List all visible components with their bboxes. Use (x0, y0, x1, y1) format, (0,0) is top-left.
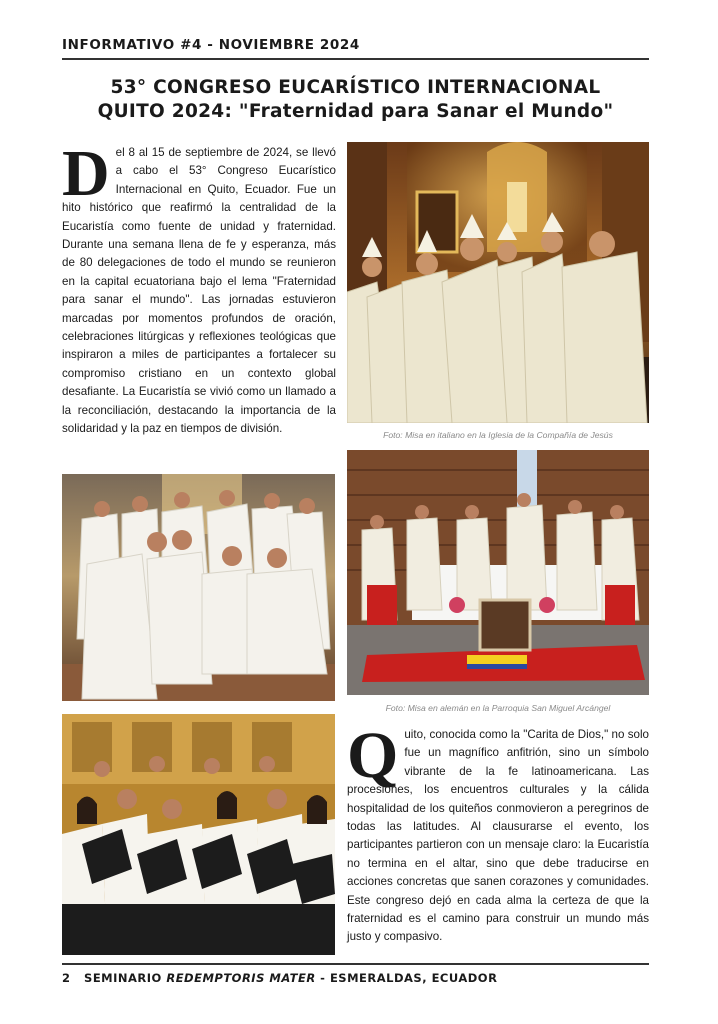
photo-bishops-mass (347, 142, 649, 423)
closing-dropcap: Q (347, 719, 399, 792)
footer-pre: SEMINARIO (84, 971, 167, 985)
page-number: 2 (62, 971, 71, 985)
caption-photo-1: Foto: Misa en italiano en la Iglesia de la Compañía de Jesús (383, 430, 613, 440)
closing-text: uito, conocida como la "Carita de Dios," no solo fue un magnífico anfitrión, sino un símbolo vibrante de la fe latinoamericana. Las procesiones, los encuentros culturales y la cálida hospitalidad de los quiteños conmovieron a peregrinos de todas las latitudes. Al clausurarse el evento, los participantes partieron con un mensaje claro: la Eucaristía no termina en el altar, sino que debe traducirse en acciones concretas que sanen corazones y comunidades. Este congreso dejó en cada alma la certeza de que la fraternidad es el camino para construir un mundo más justo y compasivo. (347, 728, 649, 944)
photo-seminarians (62, 474, 335, 701)
footer-post: - ESMERALDAS, ECUADOR (315, 971, 498, 985)
closing-paragraph (347, 719, 649, 947)
footer-rule (62, 963, 649, 965)
intro-dropcap: D (62, 137, 110, 210)
header-rule (62, 58, 649, 60)
intro-paragraph (62, 137, 336, 439)
caption-photo-2: Foto: Misa en alemán en la Parroquia San Miguel Arcángel (385, 703, 611, 713)
seminarians-image (62, 474, 335, 701)
footer-seminary-name: REDEMPTORIS MATER (166, 971, 316, 985)
title-line-2: QUITO 2024: "Fraternidad para Sanar el Mundo" (97, 101, 614, 122)
photo-choir (62, 714, 335, 955)
page-footer (62, 971, 497, 985)
issue-header: INFORMATIVO #4 - NOVIEMBRE 2024 (62, 37, 360, 53)
photo-altar-mass (347, 450, 649, 695)
bishops-image (347, 142, 649, 423)
article-title (62, 76, 649, 124)
altar-image (347, 450, 649, 695)
title-line-1: 53° CONGRESO EUCARÍSTICO INTERNACIONAL (110, 77, 601, 98)
choir-image (62, 714, 335, 955)
intro-text: el 8 al 15 de septiembre de 2024, se llevó a cabo el 53° Congreso Eucarístico Internacional en Quito, Ecuador. Fue un hito histórico que reafirmó la centralidad de la Eucaristía como fuente de unidad y fraternidad. Durante una semana llena de fe y esperanza, más de 80 delegaciones de todo el mundo se reunieron en la capital ecuatoriana bajo el lema "Fraternidad para sanar el mundo". Las jornadas estuvieron marcadas por momentos profundos de oración, celebraciones litúrgicas y reflexiones teológicas que inspiraron a miles de participantes a fortalecer su compromiso cristiano en un contexto global desafiante. La Eucaristía se vivió como un llamado a la reconciliación, destacando la importancia de la solidaridad y la paz en tiempos de división. (62, 146, 336, 436)
